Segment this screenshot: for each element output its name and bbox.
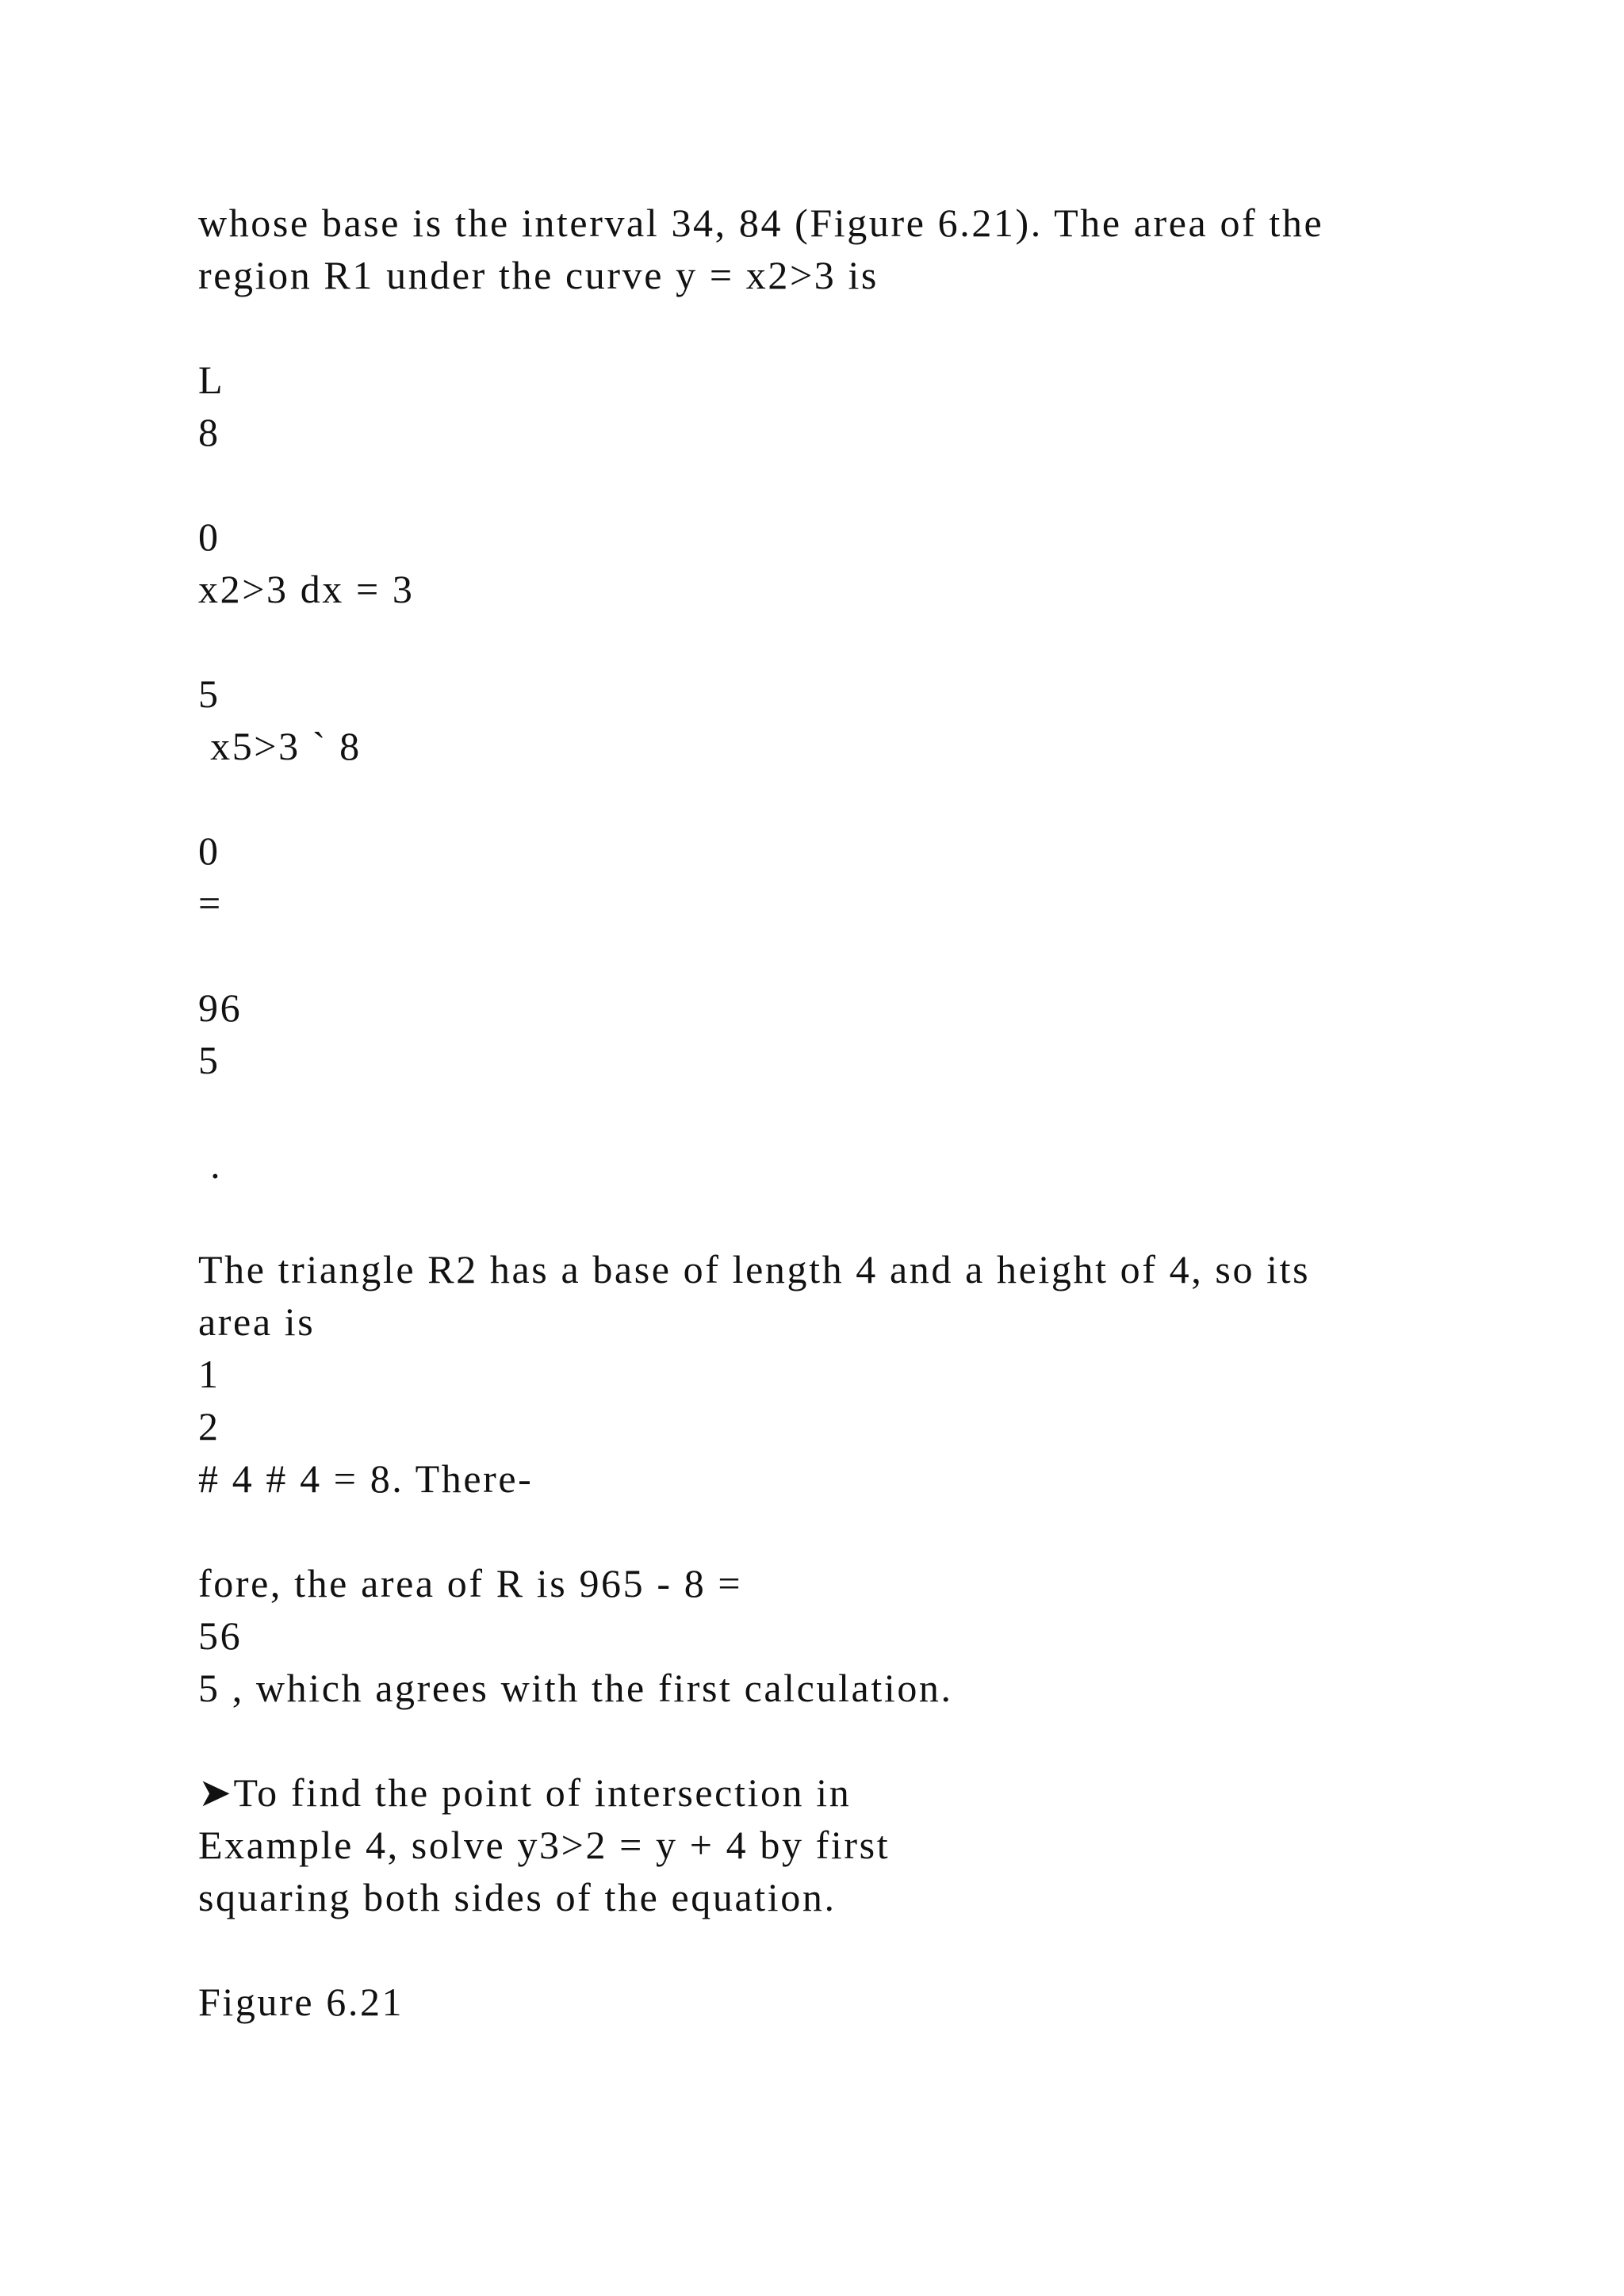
- text-line: Example 4, solve y3>2 = y + 4 by first: [198, 1823, 891, 1867]
- text-line: 8: [198, 410, 220, 454]
- text-line: 0: [198, 515, 220, 559]
- text-line: squaring both sides of the equation.: [198, 1875, 837, 1919]
- text-line: 0: [198, 828, 220, 873]
- text-line: 5: [198, 672, 220, 716]
- text-line: .: [198, 1142, 223, 1187]
- text-line: x5>3 ` 8: [198, 724, 362, 768]
- text-line: 1: [198, 1352, 220, 1396]
- text-line: fore, the area of R is 965 - 8 =: [198, 1561, 743, 1605]
- text-line: 2: [198, 1404, 220, 1448]
- text-line: ➤To find the point of intersection in: [198, 1770, 852, 1815]
- text-line: L: [198, 358, 225, 402]
- text-line: =: [198, 881, 223, 925]
- figure-caption: Figure 6.21: [198, 1980, 404, 2024]
- text-line: 96: [198, 985, 243, 1030]
- text-line: The triangle R2 has a base of length 4 and a height of 4, so its: [198, 1247, 1311, 1292]
- text-line: region R1 under the curve y = x2>3 is: [198, 253, 879, 297]
- text-line: 5: [198, 1038, 220, 1082]
- text-line: # 4 # 4 = 8. There-: [198, 1456, 534, 1501]
- text-line: 56: [198, 1613, 243, 1658]
- text-line: 5 , which agrees with the first calculation.: [198, 1666, 953, 1710]
- text-line: whose base is the interval 34, 84 (Figure 6.21). The area of the: [198, 201, 1324, 245]
- text-line: x2>3 dx = 3: [198, 567, 415, 611]
- text-line: area is: [198, 1299, 316, 1344]
